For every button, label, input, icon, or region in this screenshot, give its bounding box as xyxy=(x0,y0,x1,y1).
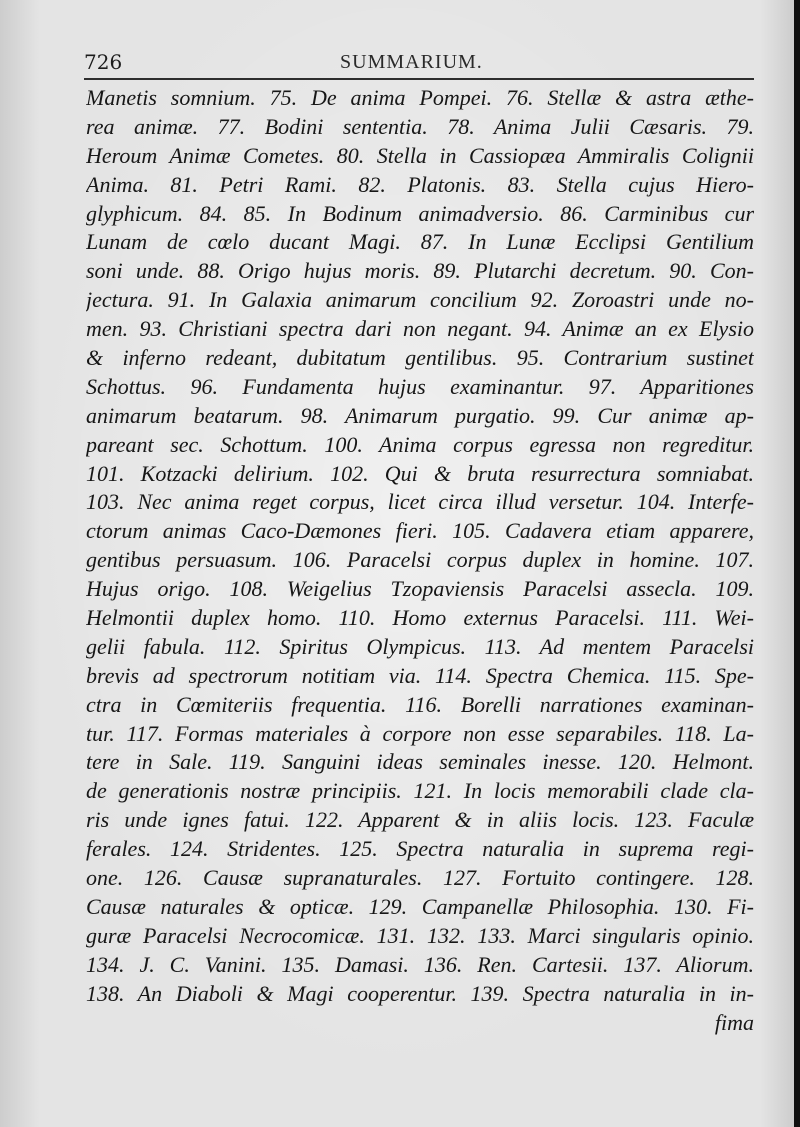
text-line: gelii fabula. 112. Spiritus Olympicus. 113. Ad mentem Paracelsi xyxy=(86,633,754,659)
text-line: Hujus origo. 108. Weigelius Tzopaviensis Paracelsi assecla. 109. xyxy=(86,576,754,602)
summary-text xyxy=(86,84,754,1037)
page-number: 726 xyxy=(84,50,123,74)
header-rule xyxy=(84,78,754,80)
text-line: 101. Kotzacki delirium. 102. Qui & bruta resurrectura somniabat. xyxy=(86,460,754,486)
text-line: soni unde. 88. Origo hujus moris. 89. Plutarchi decretum. 90. Con- xyxy=(86,258,754,284)
text-line: Manetis somnium. 75. De anima Pompei. 76. Stellæ & astra æthe- xyxy=(86,85,754,110)
text-line-catchword: fima xyxy=(714,1009,754,1035)
text-line: guræ Paracelsi Necrocomicæ. 131. 132. 133. Marci singularis opinio. xyxy=(86,922,754,948)
text-line: 103. Nec anima reget corpus, licet circa illud versetur. 104. Interfe- xyxy=(86,489,754,515)
text-line: ctra in Cœmiteriis frequentia. 116. Borelli narrationes examinan- xyxy=(86,691,754,717)
text-line: Schottus. 96. Fundamenta hujus examinantur. 97. Apparitiones xyxy=(86,373,754,399)
text-line: Heroum Animæ Cometes. 80. Stella in Cassiopæa Ammiralis Colignii xyxy=(86,142,754,168)
text-line: ferales. 124. Stridentes. 125. Spectra naturalia in suprema regi- xyxy=(86,836,754,862)
text-line: Helmontii duplex homo. 110. Homo externus Paracelsi. 111. Wei- xyxy=(86,605,754,631)
text-line: tere in Sale. 119. Sanguini ideas seminales inesse. 120. Helmont. xyxy=(86,749,754,775)
text-line: ctorum animas Caco-Dæmones fieri. 105. Cadavera etiam apparere, xyxy=(86,518,754,544)
text-line: tur. 117. Formas materiales à corpore non esse separabiles. 118. La- xyxy=(86,720,754,746)
text-line: one. 126. Causæ supranaturales. 127. Fortuito contingere. 128. xyxy=(86,865,754,891)
text-line: 134. J. C. Vanini. 135. Damasi. 136. Ren. Cartesii. 137. Aliorum. xyxy=(86,951,754,977)
text-line: Causæ naturales & opticæ. 129. Campanellæ Philosophia. 130. Fi- xyxy=(86,893,754,919)
text-line: men. 93. Christiani spectra dari non negant. 94. Animæ an ex Elysio xyxy=(86,316,754,342)
text-line: gentibus persuasum. 106. Paracelsi corpus duplex in homine. 107. xyxy=(86,547,754,573)
text-line: & inferno redeant, dubitatum gentilibus. 95. Contrarium sustinet xyxy=(86,345,754,371)
text-line: 138. An Diaboli & Magi cooperentur. 139. Spectra naturalia in in- xyxy=(86,980,754,1006)
text-line: Anima. 81. Petri Rami. 82. Platonis. 83. Stella cujus Hiero- xyxy=(86,171,754,197)
text-line: Lunam de cœlo ducant Magi. 87. In Lunæ Ecclipsi Gentilium xyxy=(86,229,754,255)
text-line: pareant sec. Schottum. 100. Anima corpus egressa non regreditur. xyxy=(86,431,754,457)
text-line: ris unde ignes fatui. 122. Apparent & in aliis locis. 123. Faculæ xyxy=(86,807,754,833)
text-line: brevis ad spectrorum notitiam via. 114. Spectra Chemica. 115. Spe- xyxy=(86,662,754,688)
page-header xyxy=(84,50,754,76)
text-line: rea animæ. 77. Bodini sententia. 78. Anima Julii Cæsaris. 79. xyxy=(86,113,754,139)
text-line: de generationis nostræ principiis. 121. In locis memorabili clade cla- xyxy=(86,778,754,804)
text-line: jectura. 91. In Galaxia animarum concilium 92. Zoroastri unde no- xyxy=(86,287,754,313)
page-edge-shadow xyxy=(794,0,800,1127)
text-line: glyphicum. 84. 85. In Bodinum animadversio. 86. Carminibus cur xyxy=(86,200,754,226)
running-title: SUMMARIUM. xyxy=(340,51,483,73)
text-line: animarum beatarum. 98. Animarum purgatio. 99. Cur animæ ap- xyxy=(86,402,754,428)
